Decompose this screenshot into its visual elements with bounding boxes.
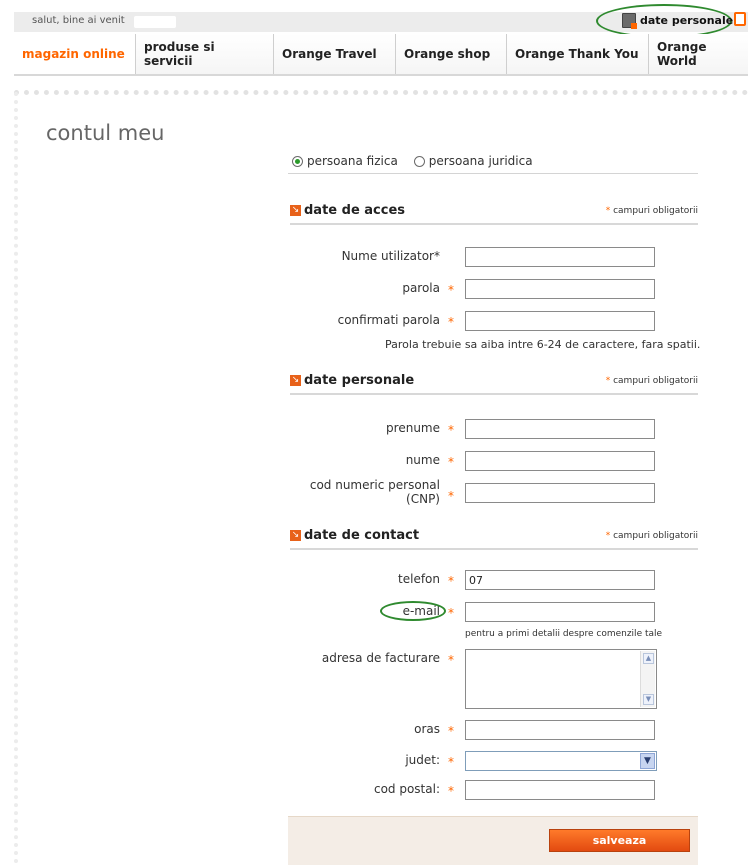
confirm-password-label: confirmati parola	[337, 313, 440, 327]
save-button[interactable]: salveaza	[549, 829, 690, 852]
county-label: judet:	[405, 753, 440, 767]
cnp-label-line1: cod numeric personal	[309, 478, 440, 492]
required-star: *	[448, 784, 454, 798]
greeting-text: salut, bine ai venit	[32, 15, 125, 26]
nav-orange-thank-you[interactable]: Orange Thank You	[507, 34, 649, 74]
required-star: *	[448, 755, 454, 769]
page-title: contul meu	[46, 121, 165, 145]
email-hint: pentru a primi detalii despre comenzile tale	[465, 629, 663, 639]
section-personal-title: date personale	[304, 373, 415, 388]
email-field[interactable]	[465, 602, 655, 622]
chevron-down-icon[interactable]: ▼	[640, 753, 655, 769]
person-type-group	[292, 154, 549, 168]
scroll-up-icon[interactable]: ▲	[643, 653, 654, 664]
scroll-down-icon[interactable]: ▼	[643, 694, 654, 705]
username-redacted	[134, 16, 176, 28]
required-note: * campuri obligatorii	[605, 531, 698, 541]
radio-persoana-fizica[interactable]	[292, 156, 303, 167]
highlight-circle-email	[380, 601, 446, 621]
postal-code-label: cod postal:	[373, 782, 440, 796]
arrow-icon: ↘	[291, 205, 300, 215]
county-select[interactable]	[465, 751, 657, 771]
required-star: *	[448, 455, 454, 469]
email-label: e-mail	[402, 604, 440, 618]
radio-persoana-juridica[interactable]	[414, 156, 425, 167]
required-note: * campuri obligatorii	[605, 376, 698, 386]
section-contact-header	[290, 528, 698, 550]
lastname-field[interactable]	[465, 451, 655, 471]
lastname-label: nume	[405, 453, 440, 467]
personal-data-label: date personale	[640, 14, 734, 27]
nav-orange-world[interactable]: Orange World	[649, 34, 748, 74]
nav-orange-shop[interactable]: Orange shop	[396, 34, 507, 74]
dotted-divider	[14, 90, 748, 95]
password-label: parola	[402, 281, 440, 295]
password-field[interactable]	[465, 279, 655, 299]
firstname-label: prenume	[386, 421, 440, 435]
username-field[interactable]	[465, 247, 655, 267]
radio-label-juridica[interactable]: persoana juridica	[428, 154, 533, 168]
divider	[288, 173, 698, 174]
arrow-icon: ↘	[291, 375, 300, 385]
required-star: *	[448, 283, 454, 297]
postal-code-field[interactable]	[465, 780, 655, 800]
user-document-icon	[622, 13, 636, 28]
phone-field[interactable]	[465, 570, 655, 590]
city-label: oras	[414, 722, 440, 736]
cnp-label	[280, 478, 440, 506]
cnp-label-line2: (CNP)	[406, 492, 440, 506]
phone-label: telefon	[398, 572, 440, 586]
billing-address-field[interactable]	[465, 649, 657, 709]
required-note: * campuri obligatorii	[605, 206, 698, 216]
nav-produse-servicii[interactable]: produse si servicii	[136, 34, 274, 74]
required-star: *	[448, 724, 454, 738]
personal-data-link[interactable]	[622, 13, 733, 28]
billing-address-label: adresa de facturare	[321, 651, 440, 665]
section-personal-header	[290, 373, 698, 395]
firstname-field[interactable]	[465, 419, 655, 439]
main-nav	[14, 34, 748, 76]
required-star: *	[448, 489, 454, 503]
section-access-title: date de acces	[304, 203, 406, 218]
required-star: *	[448, 574, 454, 588]
nav-magazin-online[interactable]: magazin online	[14, 34, 136, 74]
section-access-header	[290, 203, 698, 225]
confirm-password-field[interactable]	[465, 311, 655, 331]
arrow-icon: ↘	[291, 530, 300, 540]
radio-label-fizica[interactable]: persoana fizica	[307, 154, 398, 168]
username-label: Nume utilizator*	[341, 249, 440, 263]
password-hint: Parola trebuie sa aiba intre 6-24 de caractere, fara spatii.	[385, 338, 701, 351]
cnp-field[interactable]	[465, 483, 655, 503]
city-field[interactable]	[465, 720, 655, 740]
scrollbar[interactable]	[640, 651, 655, 707]
section-contact-title: date de contact	[304, 528, 420, 543]
shopping-bag-icon[interactable]	[734, 12, 746, 26]
nav-orange-travel[interactable]: Orange Travel	[274, 34, 396, 74]
required-star: *	[448, 423, 454, 437]
dotted-left-border	[14, 92, 18, 864]
required-star: *	[448, 315, 454, 329]
required-star: *	[448, 606, 454, 620]
required-star: *	[448, 653, 454, 667]
